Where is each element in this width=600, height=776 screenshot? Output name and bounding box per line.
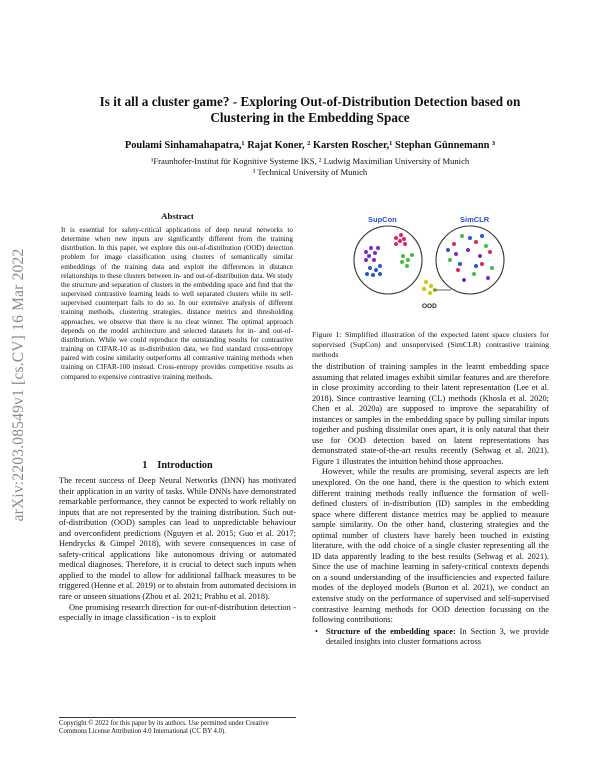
simclr-blue-points [446, 234, 484, 268]
affiliations [40, 156, 580, 177]
arxiv-identifier-text: arXiv:2203.08549v1 [cs.CV] 16 Mar 2022 [10, 248, 27, 522]
supcon-red-cluster [394, 233, 407, 246]
figure-1-caption: Figure 1: Simplified illustration of the expected latent space clusters for supervised (SupCon) and unsupervised (SimCLR) contrastive training methods [312, 330, 549, 359]
arxiv-identifier [2, 200, 36, 570]
contribution-1-title: Structure of the embedding space: [326, 626, 456, 636]
bullet-marker: • [315, 626, 318, 636]
title-line-1: Is it all a cluster game? - Exploring Out-of-Distribution Detection based on [99, 94, 521, 109]
affiliation-line-1: ¹Fraunhofer-Institut für Kognitive Systeme IKS, ² Ludwig Maximilian University of Munich [150, 156, 470, 166]
abstract-body: It is essential for safety-critical applications of deep neural networks to determine when new inputs are significantly different from the training distribution. In this paper, we explore this out-of-distribution (OOD) detection problem for image classification using clusters of semantically similar embeddings of the training data and exploit the differences in distance relationships to these clusters between in- and out-of-distribution data. We study the structure and separation of clusters in the embedding space and find that the supervised contrastive learning leads to well separated clusters while its self-supervised counterpart fails to do so. In our extensive analysis of different training methods, clustering strategies, distance metrics and thresholding approaches, we observe that there is no clear winner. The optimal approach depends on the model architecture and selected datasets for in- and out-of-distribution. While we could reproduce the outstanding results for contrastive training on CIFAR-10 as in-distribution data, we find standard cross-entropy paired with cosine similarity outperforms all contrastive training methods when training on CIFAR-100 instead. Cross-entropy provides competitive results as compared to expensive contrastive training methods. [61, 226, 293, 381]
label-simclr: SimCLR [460, 215, 490, 224]
paper-title [40, 94, 580, 126]
supcon-purple-cluster [364, 246, 380, 262]
section-title: Introduction [157, 460, 213, 471]
right-column-text [312, 362, 549, 648]
author-list: Poulami Sinhamahapatra,¹ Rajat Koner, ² Karsten Roscher,¹ Stephan Günnemann ³ [124, 140, 496, 151]
copyright-footnote: Copyright © 2022 for this paper by its authors. Use permitted under Creative Commons License Attribution 4.0 International (CC BY 4.0). [59, 717, 296, 737]
affiliation-line-2: ³ Technical University of Munich [252, 166, 368, 177]
right-paragraph-2: However, while the results are promising, several aspects are left unexplored. On the one hand, there is the question to which extent different training methods really influence the formation of well-defined clusters of in-distribution (ID) samples in the embedding space where different distance metrics may be applied to measure sample similarity. On the other hand, clustering strategies and the optimal number of clusters have barely been touched in existing literature, with the odd choice of a single cluster representing all the ID data apparently leading to the best results (Sehwag et al. 2021). Since the use of machine learning in safety-critical contexts depends on a sound understanding of the insufficiencies and expected failure modes of the deployed models (Burton et al. 2021), we conduct an extensive study on the performance of supervised and self-supervised contrastive learning methods for OOD detection focussing on the following contributions: [312, 467, 549, 625]
label-supcon: SupCon [368, 215, 397, 224]
section-heading-introduction [59, 460, 296, 471]
supcon-clusters [364, 233, 414, 277]
section-number: 1 [142, 460, 148, 471]
abstract-heading: Abstract [161, 211, 194, 221]
contribution-1-text: In Section 3, we provide detailed insights into cluster formations across [326, 626, 549, 647]
introduction-text [59, 476, 296, 624]
supcon-green-cluster [400, 253, 414, 268]
figure-1-illustration [330, 208, 538, 328]
intro-paragraph-2: One promising research direction for out-of-distribution detection - especially in image classification - is to exploit [59, 602, 296, 623]
right-paragraph-1: the distribution of training samples in the learnt embedding space assuming that related images exhibit similar features and are therefore in close proximity according to their latent representation (Lee et al. 2018). Since contrastive learning (CL) methods (Khosla et al. 2020; Chen et al. 2020a) are supposed to improve the separability of instances or samples in the embedding space by pulling similar inputs together and pushing dissimilar ones apart, it is only natural that their use for OOD detection based on latent representations has demonstrated state-of-the-art results recently (Sehwag et al. 2021). Figure 1 illustrates the intuition behind those approaches. [312, 362, 549, 466]
figure-1 [330, 208, 538, 328]
supcon-blue-cluster [365, 264, 382, 277]
intro-paragraph-1: The recent success of Deep Neural Networks (DNN) has motivated their application in an varity of tasks. While DNNs have demonstrated remarkable performance, they cannot be expected to work reliably on inputs that are not represented by the training distribution. Such out-of-distribution (OOD) samples can lead to unpredictable behaviour and overconfident predictions (Nguyen et al. 2015; Guo et al. 2017; Hendrycks & Gimpel 2018), with severe consequences in case of safety-critical applications like autonomous driving or automated medical diagnoses. Therefore, it is crucial to detect such inputs when applied to the model to allow for additional fallback measures to be triggered (Henne et al. 2019) or to abstain from automated decisions in rare or unseen situations (Zhou et al. 2021; Prabhu et al. 2018). [59, 476, 296, 602]
label-ood: OOD [422, 303, 437, 310]
simclr-clusters [446, 234, 494, 282]
title-line-2: Clustering in the Embedding Space [210, 110, 410, 125]
ood-points [422, 280, 437, 295]
contribution-item-1 [312, 627, 549, 648]
